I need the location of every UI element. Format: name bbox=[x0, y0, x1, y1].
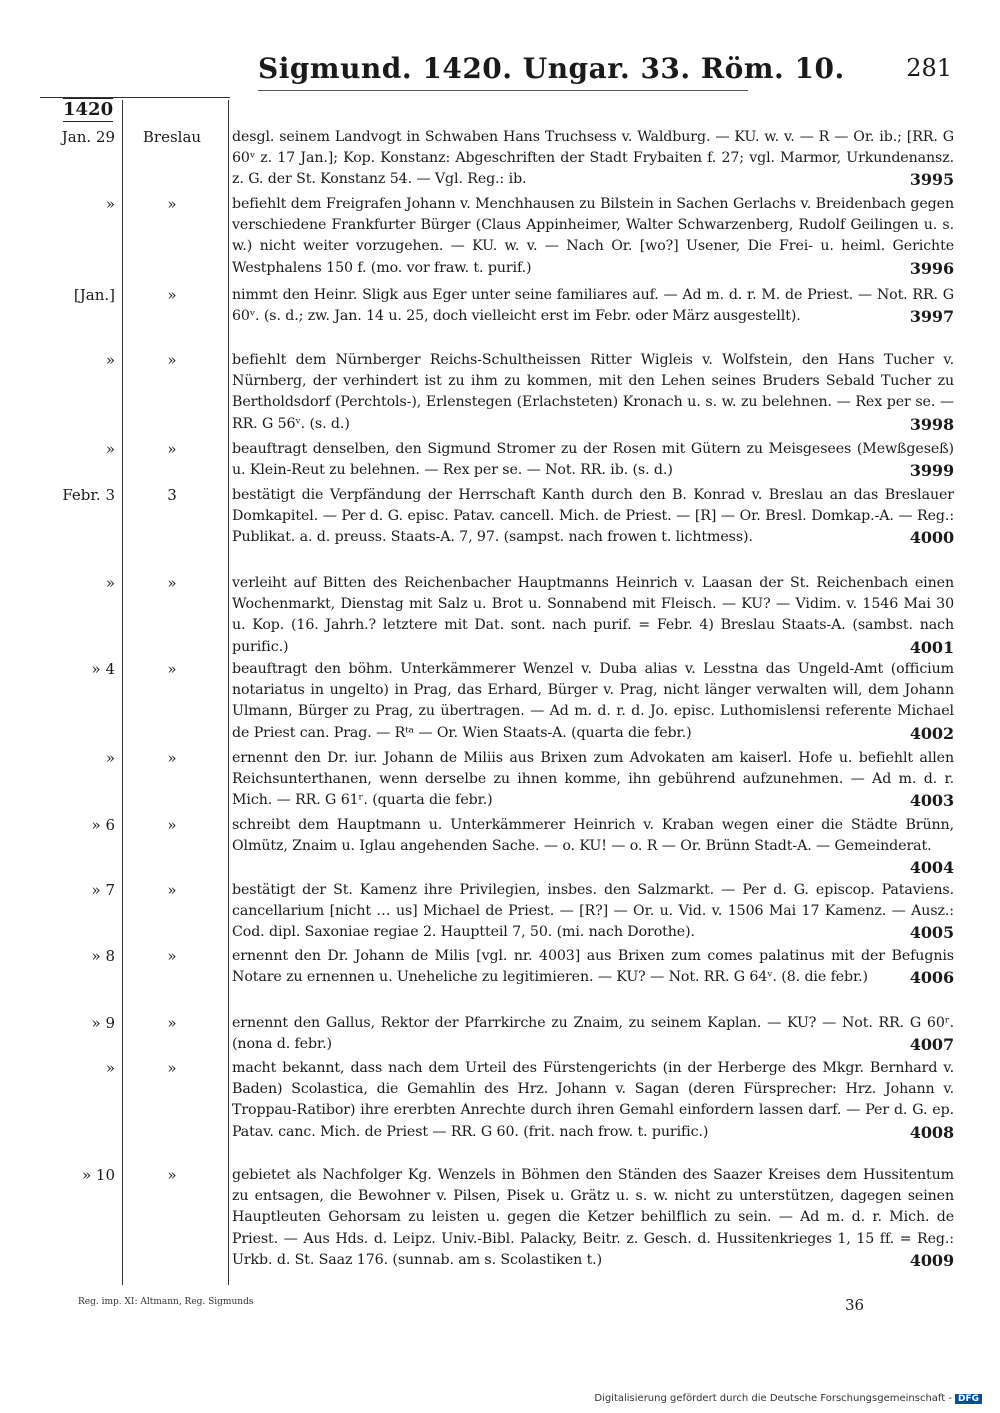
entry-date: » bbox=[105, 749, 115, 767]
entry-number: 3996 bbox=[909, 258, 954, 278]
entry-place: » bbox=[167, 574, 177, 592]
entry-body: beauftragt den böhm. Unterkämmerer Wenzel v. Duba alias v. Lesstna das Ungeld-Amt (officium notariatus in ungelto) in Prag, das Erhard, Bürger v. Prag, nicht länger verwalten will, dem Johann Ulmann, Bürger zu Prag, zu übertragen. — Ad m. d. r. d. Jo. episc. Luthomislensi referente Michael de Priest can. Prag. — Rᵗᵃ — Or. Wien Staats-A. (quarta die febr.) bbox=[232, 661, 954, 741]
footer-signature: Reg. imp. XI: Altmann, Reg. Sigmunds bbox=[78, 1297, 254, 1307]
entry-number: 4004 bbox=[909, 858, 954, 878]
entry-body: nimmt den Heinr. Sligk aus Eger unter seine familiares auf. — Ad m. d. r. M. de Priest. — Not. RR. G 60ᵛ. (s. d.; zw. Jan. 14 u. 25, doch vielleicht erst im Febr. oder März ausgestellt). bbox=[232, 287, 954, 325]
entry-place: » bbox=[167, 1014, 177, 1032]
entry-text bbox=[232, 946, 954, 988]
entry-place: » bbox=[167, 660, 177, 678]
entry-body: macht bekannt, dass nach dem Urteil des Fürstengerichts (in der Herberge des Mkgr. Bernhard v. Baden) Scolastica, die Gemahlin des Hrz. Johann v. Sagan (deren Fürsprecher: Hrz. Johann v. Troppau-Ratibor) ihre ererbten Anrechte durch ihren Gemahl einfordern lassen darf. — Per d. G. ep. Patav. canc. Mich. de Priest — RR. G 60. (frit. nach frow. t. purific.) bbox=[232, 1060, 954, 1140]
entry-number: 3999 bbox=[909, 461, 954, 481]
text-column-rule bbox=[228, 100, 229, 1285]
entry-text bbox=[232, 748, 954, 812]
entry-body: ernennt den Dr. iur. Johann de Miliis aus Brixen zum Advokaten am kaiserl. Hofe u. befiehlt allen Reichsunterthanen, wenn derselbe zu ihnen komme, ihn gebührend aufzunehmen. — Ad m. d. r. Mich. — RR. G 61ʳ. (quarta die febr.) bbox=[232, 750, 954, 809]
year-label: 1420 bbox=[63, 99, 114, 120]
entry-text bbox=[232, 815, 954, 879]
entry-date: Febr. 3 bbox=[62, 486, 115, 504]
entry-body: ernennt den Gallus, Rektor der Pfarrkirche zu Znaim, zu seinem Kaplan. — KU? — Not. RR. G 60ʳ. (nona d. febr.) bbox=[232, 1015, 954, 1053]
entry-text bbox=[232, 1013, 954, 1055]
entry-number: 3997 bbox=[909, 307, 954, 327]
entry-number: 4008 bbox=[909, 1122, 954, 1142]
entry-date: » bbox=[105, 440, 115, 458]
top-rule bbox=[40, 97, 230, 98]
entry-text bbox=[232, 194, 954, 279]
entry-body: gebietet als Nachfolger Kg. Wenzels in Böhmen den Ständen des Saazer Kreises dem Hussitentum zu entsagen, die Bewohner v. Pilsen, Pisek u. Grätz u. s. w. nicht zu unterstützen, dagegen seinen Hauptleuten Gehorsam zu leisten u. gegen die Ketzer behilflich zu sein. — Ad m. d. r. Mich. de Priest. — Aus Hds. d. Leipz. Univ.-Bibl. Palacky, Beitr. z. Gesch. d. Hussitenkrieges 1, 15 ff. = Reg.: Urkb. d. St. Saaz 176. (sunnab. am s. Scolastiken t.) bbox=[232, 1167, 954, 1268]
entry-number: 4006 bbox=[909, 968, 954, 988]
entry-number: 4003 bbox=[909, 791, 954, 811]
entry-number: 4005 bbox=[909, 923, 954, 943]
entry-text bbox=[232, 1165, 954, 1271]
entry-date: » bbox=[105, 351, 115, 369]
entry-body: desgl. seinem Landvogt in Schwaben Hans Truchsess v. Waldburg. — KU. w. v. — R — Or. ib.; [RR. G 60ᵛ z. 17 Jan.]; Kop. Konstanz: Abgeschriften der Stadt Frybaiten f. 27; vgl. Marmor, Urkundenansz. z. G. der St. Konstanz 54. — Vgl. Reg.: ib. bbox=[232, 129, 954, 188]
entry-place: Breslau bbox=[142, 128, 202, 146]
entry-body: bestätigt der St. Kamenz ihre Privilegien, insbes. den Salzmarkt. — Per d. G. episcop. Pataviens. cancellarium [nicht … us] Michael de Priest. — [R?] — Or. u. Vid. v. 1506 Mai 17 Kamenz. — Ausz.: Cod. dipl. Saxoniae regiae 2. Hauptteil 7, 50. (mi. nach Dorothe). bbox=[232, 882, 954, 941]
entry-number: 4001 bbox=[909, 637, 954, 657]
digitization-credit bbox=[594, 1393, 982, 1404]
entry-text bbox=[232, 880, 954, 944]
entry-text bbox=[232, 485, 954, 549]
entry-text bbox=[232, 285, 954, 327]
entry-place: » bbox=[167, 881, 177, 899]
entry-date: [Jan.] bbox=[73, 286, 115, 304]
footer-sheet-number: 36 bbox=[845, 1296, 865, 1314]
entry-place: » bbox=[167, 1059, 177, 1077]
entry-text bbox=[232, 127, 954, 191]
entry-date: » bbox=[105, 195, 115, 213]
entry-text bbox=[232, 1058, 954, 1143]
entry-date: » 4 bbox=[91, 660, 115, 678]
page-number: 281 bbox=[906, 54, 952, 82]
entry-place: 3 bbox=[167, 486, 177, 504]
entry-number: 4009 bbox=[909, 1250, 954, 1270]
entry-number: 4002 bbox=[909, 723, 954, 743]
entry-place: » bbox=[167, 816, 177, 834]
entry-place: » bbox=[167, 286, 177, 304]
entry-text bbox=[232, 659, 954, 744]
entry-place: » bbox=[167, 947, 177, 965]
entry-text bbox=[232, 439, 954, 481]
entry-text bbox=[232, 350, 954, 435]
entry-body: beauftragt denselben, den Sigmund Stromer zu der Rosen mit Gütern zu Meisgesees (Mewßgeseß) u. Klein-Reut zu belehnen. — Rex per se. — Not. RR. ib. (s. d.) bbox=[232, 441, 954, 479]
entry-date: » 7 bbox=[91, 881, 115, 899]
entry-text bbox=[232, 573, 954, 658]
entry-body: schreibt dem Hauptmann u. Unterkämmerer Heinrich v. Kraban wegen einer die Städte Brünn, Olmütz, Znaim u. Iglau angehenden Sache. — o. KU! — o. R — Or. Brünn Stadt-A. — Gemeinderat. bbox=[232, 817, 954, 855]
entry-place: » bbox=[167, 749, 177, 767]
credit-text: Digitalisierung gefördert durch die Deutsche Forschungsgemeinschaft - bbox=[594, 1393, 952, 1404]
entry-date: » 10 bbox=[81, 1166, 115, 1184]
entry-date: » 6 bbox=[91, 816, 115, 834]
entry-date: Jan. 29 bbox=[61, 128, 115, 146]
page-header bbox=[0, 52, 1000, 92]
entry-body: ernennt den Dr. Johann de Milis [vgl. nr. 4003] aus Brixen zum comes palatinus mit der Befugnis Notare zu ernennen u. Uneheliche zu legitimieren. — KU? — Not. RR. G 64ᵛ. (8. die febr.) bbox=[232, 948, 954, 986]
entry-body: bestätigt die Verpfändung der Herrschaft Kanth durch den B. Konrad v. Breslau an das Breslauer Domkapitel. — Per d. G. episc. Patav. cancell. Mich. de Priest. — [R] — Or. Bresl. Domkap.-A. — Reg.: Publikat. a. d. preuss. Staats-A. 7, 97. (sampst. nach frowen t. lichtmess). bbox=[232, 487, 954, 546]
entry-number: 4000 bbox=[909, 528, 954, 548]
entry-body: befiehlt dem Nürnberger Reichs-Schultheissen Ritter Wigleis v. Wolfstein, den Hans Tucher v. Nürnberg, der verhindert ist zu ihm zu kommen, mit den Lehen seines Bruders Sebald Tucher zu Bertholdsdorf (Perchtols-), Erlenstegen (Erlachsteten) Kronach u. s. w. zu belehnen. — Rex per se. — RR. G 56ᵛ. (s. d.) bbox=[232, 352, 954, 432]
header-rule bbox=[258, 90, 748, 91]
entry-number: 3995 bbox=[909, 170, 954, 190]
entry-date: » 9 bbox=[91, 1014, 115, 1032]
entry-place: » bbox=[167, 440, 177, 458]
entry-place: » bbox=[167, 1166, 177, 1184]
entry-date: » bbox=[105, 574, 115, 592]
entry-date: » bbox=[105, 1059, 115, 1077]
entry-place: » bbox=[167, 195, 177, 213]
entry-place: » bbox=[167, 351, 177, 369]
entry-body: befiehlt dem Freigrafen Johann v. Menchhausen zu Bilstein in Sachen Gerlachs v. Breidenbach gegen verschiedene Frankfurter Bürger (Claus Appinheimer, Walter Schwarzenberg, Rudolf Geilingen u. s. w.) nicht weiter vorzugehen. — KU. w. v. — Nach Or. [wo?] Usener, Die Frei- u. heiml. Gerichte Westphalens 150 f. (mo. vor fraw. t. purif.) bbox=[232, 196, 954, 276]
entry-date: » 8 bbox=[91, 947, 115, 965]
dfg-logo: DFG bbox=[955, 1394, 982, 1404]
entry-body: verleiht auf Bitten des Reichenbacher Hauptmanns Heinrich v. Laasan der St. Reichenbach einen Wochenmarkt, Dienstag mit Salz u. Brot u. Sonnabend mit Fleisch. — KU? — Vidim. v. 1546 Mai 30 u. Kop. (16. Jahrh.? letztere mit Dat. sont. nach purif. = Febr. 4) Breslau Staats-A. (sambst. nach purific.) bbox=[232, 575, 954, 655]
running-title: Sigmund. 1420. Ungar. 33. Röm. 10. bbox=[258, 52, 845, 85]
entry-number: 3998 bbox=[909, 414, 954, 434]
entry-number: 4007 bbox=[909, 1035, 954, 1055]
date-column-rule bbox=[122, 100, 123, 1285]
